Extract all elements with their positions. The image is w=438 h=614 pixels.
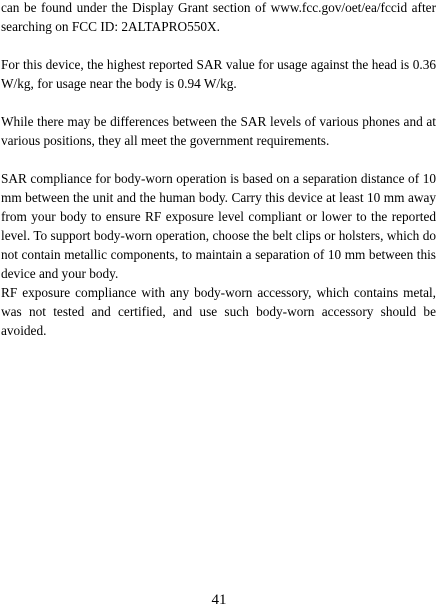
document-body xyxy=(1,0,436,340)
page-number: 41 xyxy=(211,592,227,608)
paragraph-sar-differences: While there may be differences between the SAR levels of various phones and at various positions, they all meet the government requirements. xyxy=(1,114,436,148)
paragraph-metal-accessory: RF exposure compliance with any body-worn accessory, which contains metal, was not tested and certified, and use such body-worn accessory should be avoided. xyxy=(1,285,436,338)
paragraph-sar-values: For this device, the highest reported SAR value for usage against the head is 0.36 W/kg, for usage near the body is 0.94 W/kg. xyxy=(1,57,436,91)
paragraph-body-worn-operation: SAR compliance for body-worn operation is based on a separation distance of 10 mm between the unit and the human body. Carry this device at least 10 mm away from your body to ensure RF exposure level compliant or lower to the reported level. To support body-worn operation, choose the belt clips or holsters, which do not contain metallic components, to maintain a separation of 10 mm between this device and your body. xyxy=(1,171,436,281)
paragraph-fcc-grant: can be found under the Display Grant section of www.fcc.gov/oet/ea/fccid after searching on FCC ID: 2ALTAPRO550X. xyxy=(1,0,436,34)
